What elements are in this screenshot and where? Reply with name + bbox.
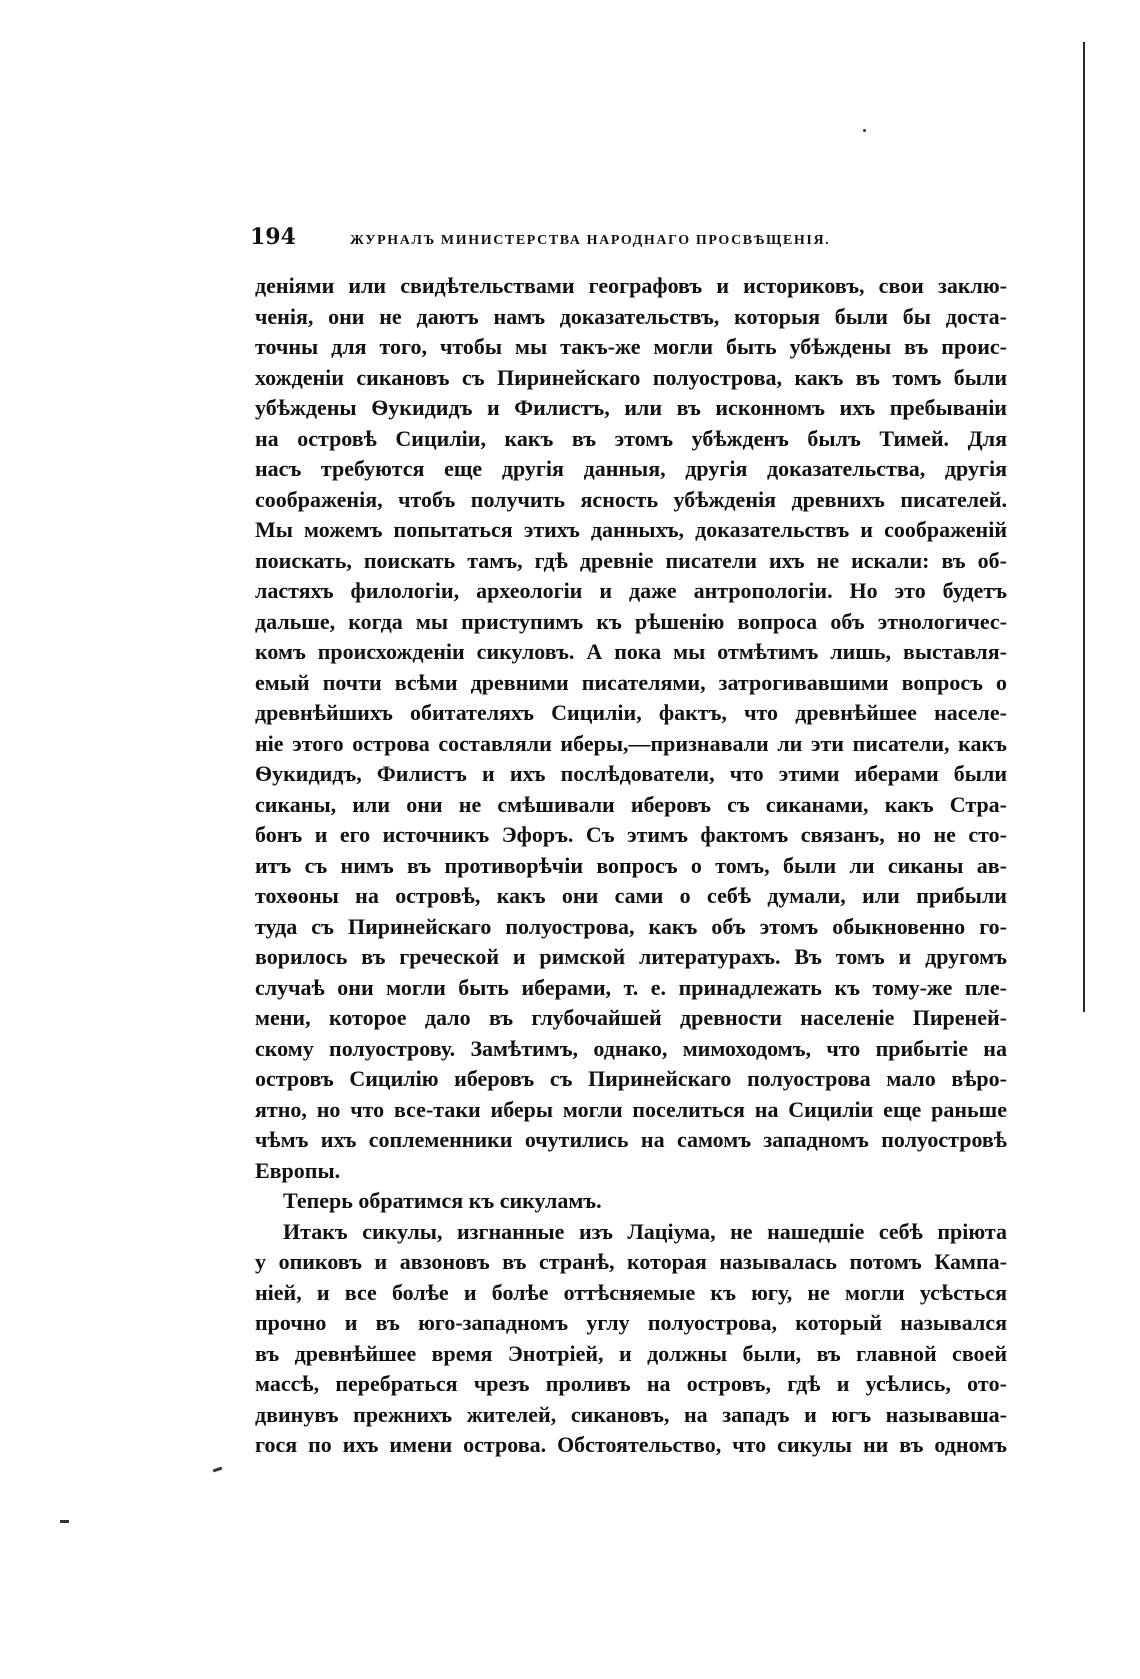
text-line: гося по ихъ имени острова. Обстоятельство, что сикулы ни въ одномъ (255, 1432, 1007, 1457)
scan-speck (863, 129, 866, 132)
page-header (250, 224, 1015, 260)
text-line: случаѣ они могли быть иберами, т. е. принадлежать къ тому-же пле- (255, 974, 1007, 1000)
text-line: емый почти всѣми древними писателями, затрогивавшими вопросъ о (255, 669, 1007, 695)
text-line: ніе этого острова составляли иберы,—признавали ли эти писатели, какъ (255, 730, 1007, 756)
body-text (255, 271, 1007, 1461)
scan-speck (60, 1520, 69, 1523)
text-line: ченія, они не даютъ намъ доказательствъ, которыя были бы доста- (255, 303, 1007, 329)
text-line: дальше, когда мы приступимъ къ рѣшенію вопроса объ этнологичес- (255, 608, 1007, 634)
text-line: ніей, и все болѣе и болѣе оттѣсняемые къ югу, не могли усѣсться (255, 1279, 1007, 1305)
text-line: бонъ и его источникъ Эфоръ. Съ этимъ фактомъ связанъ, но не сто- (255, 822, 1007, 847)
text-line: насъ требуются еще другія данныя, другія доказательства, другія (255, 456, 1007, 481)
text-line: массѣ, перебраться чрезъ проливъ на островъ, гдѣ и усѣлись, отo- (255, 1371, 1007, 1396)
text-line: Теперь обратимся къ сикуламъ. (283, 1188, 602, 1213)
text-line: мени, которое дало въ глубочайшей древности населеніе Пиреней- (255, 1005, 1007, 1030)
text-line: хожденіи сикановъ съ Пиринейскаго полуострова, какъ въ томъ были (255, 364, 1007, 390)
text-line: у опиковъ и авзоновъ въ странѣ, которая называлась потомъ Кампа- (255, 1249, 1007, 1274)
text-line: Мы можемъ попытаться этихъ данныхъ, доказательствъ и соображеній (255, 517, 1007, 542)
text-line: туда съ Пиринейскаго полуострова, какъ объ этомъ обыкновенно го- (255, 913, 1007, 939)
text-line: Итакъ сикулы, изгнанные изъ Лаціума, не нашедшіе себѣ пріюта (283, 1218, 1007, 1244)
page-number: 194 (250, 224, 296, 250)
text-line: точны для того, чтобы мы такъ-же могли быть убѣждены въ проис- (255, 334, 1007, 359)
text-line: комъ происхожденіи сикуловъ. А пока мы отмѣтимъ лишь, выставля- (255, 639, 1007, 664)
page-edge-line (1083, 42, 1085, 1012)
text-line: сиканы, или они не смѣшивали иберовъ съ сиканами, какъ Стра- (255, 791, 1007, 817)
text-line: ластяхъ филологіи, археологіи и даже антропологіи. Но это будетъ (255, 578, 1007, 603)
text-line: чѣмъ ихъ соплеменники очутились на самомъ западномъ полуостровѣ (255, 1127, 1007, 1152)
text-line: соображенія, чтобъ получить ясность убѣжденія древнихъ писателей. (255, 486, 1007, 512)
text-line: Ѳукидидъ, Филистъ и ихъ послѣдователи, что этими иберами были (255, 761, 1007, 786)
text-line: островъ Сицилію иберовъ съ Пиринейскаго полуострова мало вѣро- (255, 1066, 1007, 1091)
text-line: тохѳоны на островѣ, какъ они сами о себѣ думали, или прибыли (255, 883, 1007, 908)
text-line: прочно и въ юго-западномъ углу полуострова, который назывался (255, 1310, 1007, 1335)
paragraph (255, 1217, 1007, 1461)
text-line: двинувъ прежнихъ жителей, сикановъ, на западъ и югъ называвша- (255, 1401, 1007, 1427)
text-line: скому полуострову. Замѣтимъ, однако, мимоходомъ, что прибытіе на (255, 1035, 1007, 1061)
text-line: Европы. (255, 1157, 341, 1183)
text-line: итъ съ нимъ въ противорѣчіи вопросъ о томъ, были ли сиканы ав- (255, 852, 1007, 878)
text-line: убѣждены Ѳукидидъ и Филистъ, или въ исконномъ ихъ пребываніи (255, 395, 1007, 420)
text-line: на островѣ Сициліи, какъ въ этомъ убѣжденъ былъ Тимей. Для (255, 425, 1007, 451)
text-line: ятно, но что все-таки иберы могли поселиться на Сициліи еще раньше (255, 1096, 1007, 1122)
text-line: въ древнѣйшее время Энотріей, и должны были, въ главной своей (255, 1340, 1007, 1366)
paragraph (255, 271, 1007, 1186)
running-title: ЖУРНАЛЪ МИНИСТЕРСТВА НАРОДНАГО ПРОСВѢЩЕНІЯ. (350, 233, 831, 248)
scan-speck (213, 1467, 222, 1473)
text-line: ворилось въ греческой и римской литературахъ. Въ томъ и другомъ (255, 944, 1007, 969)
text-line: поискать, поискать тамъ, гдѣ древніе писатели ихъ не искали: въ об- (255, 547, 1007, 573)
text-line: деніями или свидѣтельствами географовъ и историковъ, свои заклю- (255, 273, 1007, 298)
paragraph (255, 1186, 1007, 1217)
text-line: древнѣйшихъ обитателяхъ Сициліи, фактъ, что древнѣйшее населе- (255, 700, 1007, 725)
